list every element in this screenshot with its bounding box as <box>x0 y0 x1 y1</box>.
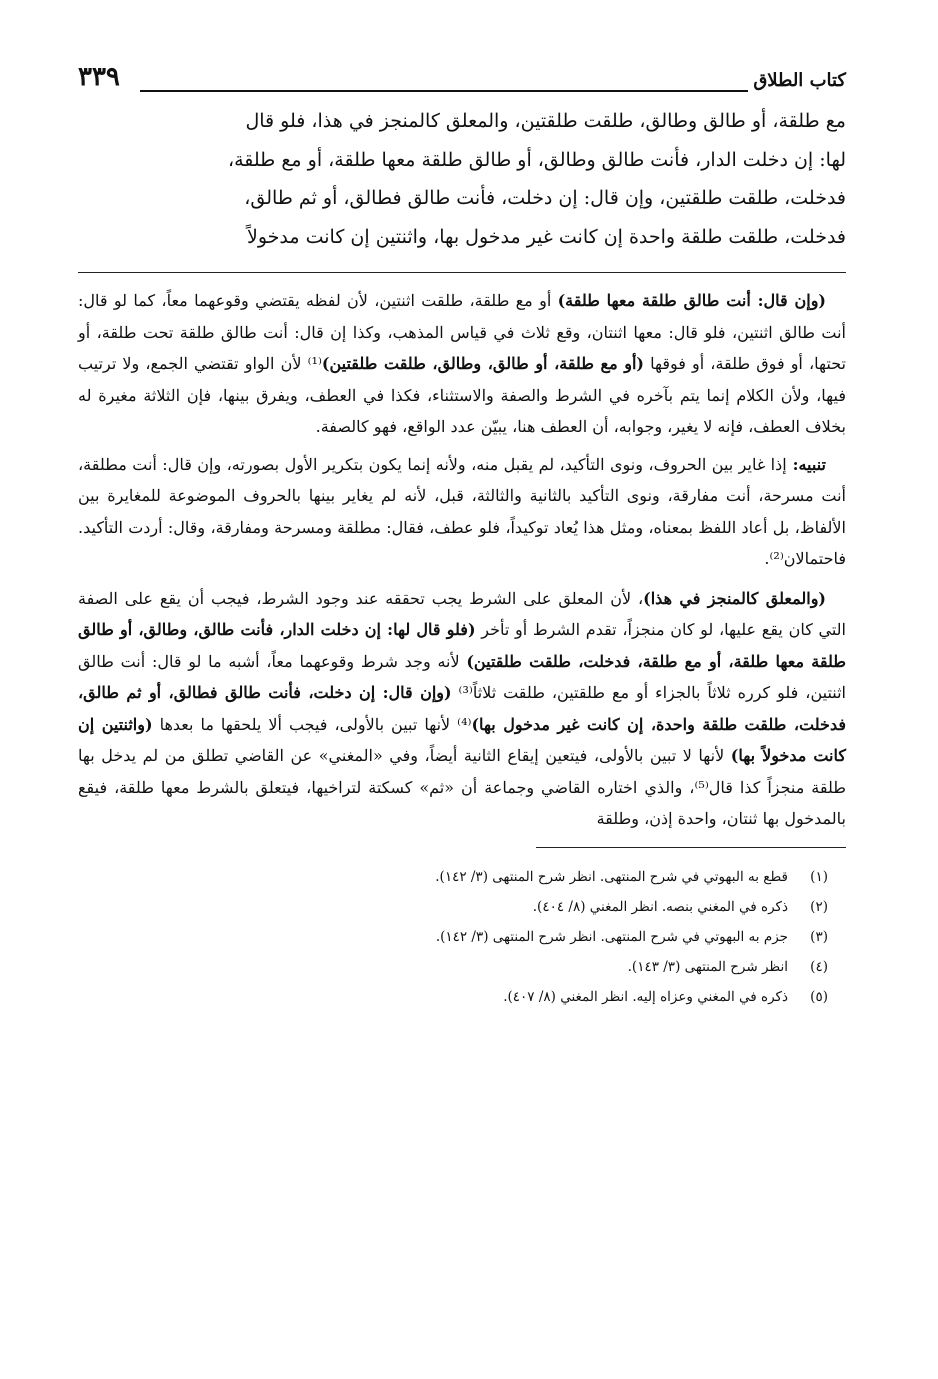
main-text-line: فدخلت، طلقت طلقة واحدة إن كانت غير مدخول بها، واثنتين إن كانت مدخولاً <box>247 225 846 248</box>
note-label: تنبيه: <box>786 454 826 474</box>
running-title: كتاب الطلاق <box>753 70 846 91</box>
quoted-matn: (أو مع طلقة، أو طالق، وطالق، طلقت طلقتين) <box>321 354 644 373</box>
footnote-number: (١) <box>810 868 828 885</box>
commentary-text: ⁽¹⁾ لأن الواو تقتضي الجمع، ولا ترتيب فيها، ولأن الكلام إنما يتم بآخره في الشرط والصفة والاستثناء، فكذا في العطف، ويفرق بينها، فإن الثلاثة مغيرة له بخلاف العطف، فإنه لا يغير، وجوابه، أن العطف هنا، يبيّن عدد الواقع، فهو كالصفة. <box>78 354 846 436</box>
commentary-text: لأنه وجد شرط وقوعهما معاً، أشبه ما لو قال: أنت طالق اثنتين، فلو كرره ثلاثاً بالجزاء أو مع طلقتين، طلقت ثلاثاً⁽³⁾ <box>78 651 847 702</box>
commentary-paragraph <box>78 583 846 835</box>
commentary-paragraph <box>78 285 846 443</box>
footnote-number: (٢) <box>810 898 828 915</box>
header-rule <box>140 90 748 92</box>
commentary-text: ، لأن المعلق على الشرط يجب تحققه عند وجود الشرط، فيجب أن يقع على الصفة التي كان يقع عليها، لو كان منجزاً، تقدم الشرط أو تأخر <box>78 588 846 639</box>
text-commentary-divider <box>78 272 846 273</box>
footnote <box>78 922 846 952</box>
quoted-matn: (وإن قال: أنت طالق طلقة معها طلقة) <box>557 291 827 310</box>
footnote-text: ذكره في المغني بنصه. انظر المغني (٨/ ٤٠٤). <box>532 898 788 915</box>
footnote-number: (٣) <box>810 928 828 945</box>
footnotes <box>78 862 846 1012</box>
commentary <box>78 285 846 835</box>
footnote-text: جزم به البهوتي في شرح المنتهى. انظر شرح المنتهى (٣/ ١٤٢). <box>435 928 788 945</box>
commentary-text: إذا غاير بين الحروف، ونوى التأكيد، لم يقبل منه، ولأنه إنما يكون بتكرير الأول بصورته، وإن قال: أنت مطلقة، أنت مسرحة، أنت مفارقة، ونوى التأكيد بالثانية والثالثة، قبل، لأنه لم يغاير بينها بالحروف الموضوعة للمغايرة بين الألفاظ، بل أعاد اللفظ بمعناه، ومثل هذا يُعاد توكيداً، فلو عطف، فقال: مطلقة ومسرحة ومفارقة، وقال: أردت التأكيد. فاحتمالان⁽²⁾. <box>78 454 846 568</box>
footnote-number: (٤) <box>810 958 828 975</box>
footnote <box>78 862 846 892</box>
main-text-line: مع طلقة، أو طالق وطالق، طلقت طلقتين، والمعلق كالمنجز في هذا، فلو قال <box>245 110 846 132</box>
page-number: ٣٣٩ <box>78 62 120 92</box>
footnote <box>78 892 846 922</box>
footnote <box>78 952 846 982</box>
quoted-matn: (والمعلق كالمنجز في هذا) <box>643 588 827 608</box>
quoted-matn: (واثنتين إن كانت مدخولاً بها) <box>78 714 846 765</box>
footnote <box>78 982 846 1012</box>
footnote-rule <box>536 847 846 848</box>
main-text <box>78 102 846 256</box>
commentary-text: لأنها لا تبين بالأولى، فيتعين إيقاع الثانية أيضاً، وفي «المغني» عن القاضي تطلق من لم يدخل بها طلقة منجزاً كذا قال⁽⁵⁾، والذي اختاره القاضي وجماعة أن «ثم» كسكتة لتراخيها، فيتعلق بالشرط معها طلقة، فيقع بالمدخول بها ثنتان، واحدة إذن، وطلقة <box>78 746 847 828</box>
footnote-text: انظر شرح المنتهى (٣/ ١٤٣). <box>627 958 788 975</box>
footnote-text: قطع به البهوتي في شرح المنتهى. انظر شرح المنتهى (٣/ ١٤٢). <box>435 868 788 885</box>
commentary-text: ⁽⁴⁾ لأنها تبين بالأولى، فيجب ألا يلحقها ما بعدها <box>152 714 472 734</box>
quoted-matn: (فلو قال لها: إن دخلت الدار، فأنت طالق، وطالق، أو طالق طلقة معها طلقة، أو مع طلقة، فدخلت، طلقت طلقتين) <box>78 620 846 671</box>
quoted-matn: (وإن قال: إن دخلت، فأنت طالق فطالق، أو ثم طالق، فدخلت، طلقت طلقة واحدة، إن كانت غير مدخول بها) <box>78 683 846 734</box>
main-text-line: فدخلت، طلقت طلقتين، وإن قال: إن دخلت، فأنت طالق فطالق، أو ثم طالق، <box>244 187 846 209</box>
footnote-number: (٥) <box>810 988 828 1005</box>
footnote-text: ذكره في المغني وعزاه إليه. انظر المغني (٨/ ٤٠٧). <box>503 988 788 1005</box>
page-header <box>78 60 846 100</box>
commentary-text: أو مع طلقة، طلقت اثنتين، لأن لفظه يقتضي وقوعهما معاً، كما لو قال: أنت طالق اثنتين، فلو قال: معها اثنتان، وقع ثلاث في قياس المذهب، وكذا إن قال: أنت طالق طلقة تحت طلقة، أو تحتها، أو فوق طلقة، أو فوقها <box>78 291 847 373</box>
main-text-line: لها: إن دخلت الدار، فأنت طالق وطالق، أو طالق طلقة معها طلقة، أو مع طلقة، <box>227 148 846 171</box>
commentary-paragraph <box>78 449 846 575</box>
book-page <box>78 60 846 1012</box>
